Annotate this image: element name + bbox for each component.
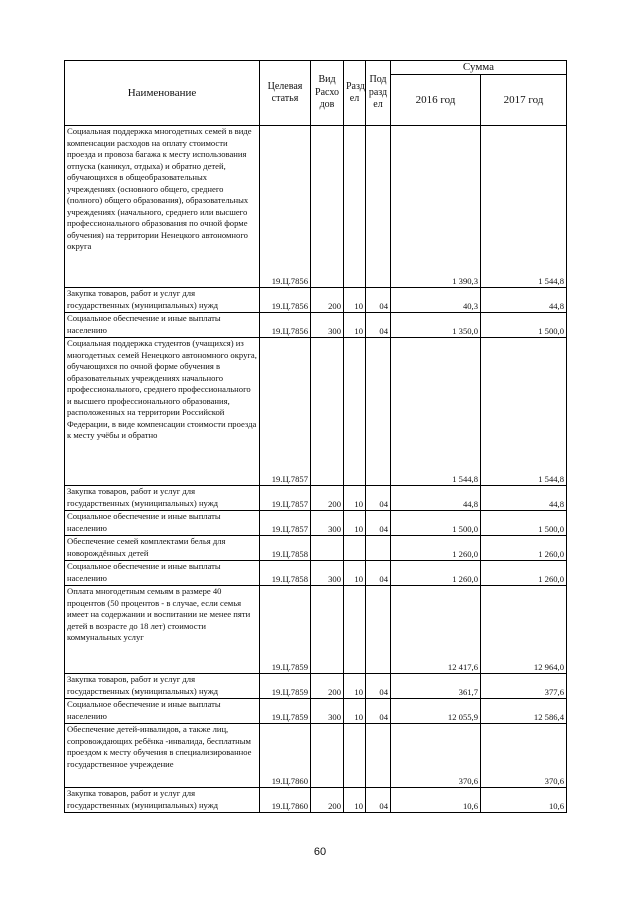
row-amount-2017: 1 500,0 [481,313,567,338]
row-amount-2017: 377,6 [481,674,567,699]
table-row [65,699,567,724]
row-section: 10 [344,674,366,699]
row-amount-2017: 370,6 [481,724,567,788]
row-name: Закупка товаров, работ и услуг для государственных (муниципальных) нужд [65,486,260,511]
row-exp-type: 300 [311,561,344,586]
header-section: Разд ел [344,61,366,126]
row-exp-type: 200 [311,486,344,511]
row-amount-2017: 1 260,0 [481,536,567,561]
row-target-code: 19.Ц.7857 [260,511,311,536]
row-subsection: 04 [366,674,391,699]
row-exp-type: 300 [311,313,344,338]
row-target-code: 19.Ц.7857 [260,486,311,511]
row-target-code: 19.Ц.7860 [260,724,311,788]
budget-table [64,60,567,813]
row-exp-type [311,338,344,486]
row-name: Обеспечение семей комплектами белья для новорождённых детей [65,536,260,561]
row-section: 10 [344,561,366,586]
row-exp-type [311,536,344,561]
row-amount-2017: 44,8 [481,486,567,511]
table-row [65,724,567,788]
row-subsection: 04 [366,699,391,724]
row-exp-type: 200 [311,288,344,313]
row-name: Социальное обеспечение и иные выплаты населению [65,561,260,586]
row-target-code: 19.Ц.7858 [260,561,311,586]
row-amount-2017: 1 260,0 [481,561,567,586]
row-amount-2017: 1 500,0 [481,511,567,536]
row-exp-type: 300 [311,511,344,536]
row-subsection: 04 [366,288,391,313]
row-name: Закупка товаров, работ и услуг для государственных (муниципальных) нужд [65,674,260,699]
row-section: 10 [344,486,366,511]
row-subsection [366,536,391,561]
row-target-code: 19.Ц.7857 [260,338,311,486]
table-row [65,486,567,511]
header-name: Наименование [65,61,260,126]
table-row [65,288,567,313]
table-row [65,511,567,536]
row-section: 10 [344,511,366,536]
row-amount-2017: 12 964,0 [481,586,567,674]
row-name: Социальное обеспечение и иные выплаты населению [65,511,260,536]
row-amount-2017: 1 544,8 [481,338,567,486]
row-subsection [366,126,391,288]
row-section: 10 [344,313,366,338]
row-subsection: 04 [366,561,391,586]
row-name: Оплата многодетным семьям в размере 40 процентов (50 процентов - в случае, если семья имеет на содержании и воспитании не менее пяти детей в возрасте до 18 лет) стоимости коммунальных услуг [65,586,260,674]
header-target: Целевая статья [260,61,311,126]
row-target-code: 19.Ц.7859 [260,674,311,699]
table-row [65,788,567,813]
row-amount-2016: 1 350,0 [391,313,481,338]
header-2017: 2017 год [481,75,567,126]
row-section [344,724,366,788]
row-section [344,338,366,486]
row-amount-2016: 1 260,0 [391,536,481,561]
row-section [344,586,366,674]
header-exp-type: Вид Расхо дов [311,61,344,126]
header-sum: Сумма [391,61,567,75]
row-section [344,536,366,561]
row-amount-2016: 361,7 [391,674,481,699]
table-row [65,674,567,699]
page-number: 60 [313,846,327,858]
row-subsection: 04 [366,788,391,813]
header-2016: 2016 год [391,75,481,126]
row-subsection: 04 [366,511,391,536]
row-name: Социальная поддержка многодетных семей в виде компенсации расходов на оплату стоимости проезда и провоза багажа к месту использования отпуска (каникул, отдыха) и обратно детей, обучающихся в общеобразовательных учреждениях (основного общего, среднего (полного) общего образования), образовательных учреждениях (начального, среднего или высшего профессионального образования по очной форме обучения) на территории Ненецкого автономного округа [65,126,260,288]
row-name: Обеспечение детей-инвалидов, а также лиц, сопровождающих ребёнка -инвалида, бесплатным проездом к месту обучения в специализированное государственное учреждение [65,724,260,788]
row-amount-2016: 44,8 [391,486,481,511]
row-amount-2016: 12 417,6 [391,586,481,674]
row-target-code: 19.Ц.7859 [260,699,311,724]
row-target-code: 19.Ц.7856 [260,288,311,313]
row-subsection: 04 [366,313,391,338]
row-name: Социальная поддержка студентов (учащихся) из многодетных семей Ненецкого автономного округа, обучающихся по очной форме обучения в образовательных учреждениях начального профессионального, среднего профессионального и высшего профессионального образования, расположенных на территории Российской Федерации, в виде компенсации стоимости проезда к месту учёбы и обратно [65,338,260,486]
row-name: Закупка товаров, работ и услуг для государственных (муниципальных) нужд [65,788,260,813]
table-row [65,126,567,288]
row-exp-type [311,586,344,674]
row-amount-2016: 1 390,3 [391,126,481,288]
header-subsection: Под разд ел [366,61,391,126]
table-row [65,313,567,338]
row-amount-2016: 10,6 [391,788,481,813]
row-section [344,126,366,288]
row-name: Закупка товаров, работ и услуг для государственных (муниципальных) нужд [65,288,260,313]
row-subsection [366,586,391,674]
row-amount-2016: 370,6 [391,724,481,788]
table-row [65,536,567,561]
row-section: 10 [344,288,366,313]
row-target-code: 19.Ц.7858 [260,536,311,561]
row-name: Социальное обеспечение и иные выплаты населению [65,313,260,338]
row-amount-2016: 1 260,0 [391,561,481,586]
row-amount-2017: 10,6 [481,788,567,813]
row-amount-2016: 12 055,9 [391,699,481,724]
table-row [65,586,567,674]
table-body [65,126,567,813]
row-amount-2017: 1 544,8 [481,126,567,288]
row-section: 10 [344,699,366,724]
row-name: Социальное обеспечение и иные выплаты населению [65,699,260,724]
row-exp-type: 200 [311,674,344,699]
row-amount-2016: 1 544,8 [391,338,481,486]
table-row [65,561,567,586]
row-subsection [366,724,391,788]
row-amount-2017: 44,8 [481,288,567,313]
row-exp-type: 300 [311,699,344,724]
row-subsection: 04 [366,486,391,511]
row-exp-type: 200 [311,788,344,813]
row-amount-2016: 40,3 [391,288,481,313]
row-section: 10 [344,788,366,813]
row-target-code: 19.Ц.7856 [260,313,311,338]
row-amount-2017: 12 586,4 [481,699,567,724]
row-target-code: 19.Ц.7856 [260,126,311,288]
row-exp-type [311,724,344,788]
row-exp-type [311,126,344,288]
row-amount-2016: 1 500,0 [391,511,481,536]
row-target-code: 19.Ц.7860 [260,788,311,813]
row-subsection [366,338,391,486]
table-row [65,338,567,486]
row-target-code: 19.Ц.7859 [260,586,311,674]
